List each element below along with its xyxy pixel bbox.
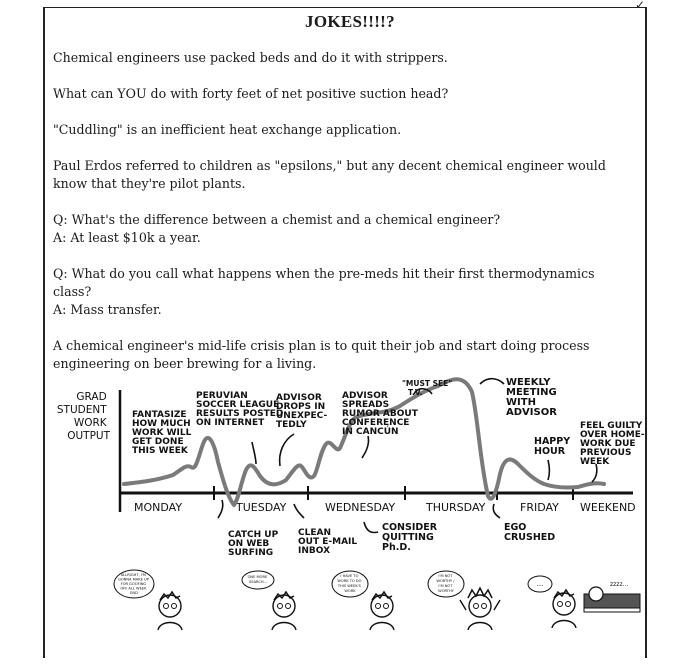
joke-item xyxy=(53,49,633,67)
annotation-feel-guilty: FEEL GUILTY OVER HOME- WORK DUE PREVIOUS WEEK xyxy=(580,421,645,467)
joke-item xyxy=(53,85,633,103)
joke-answer: A: Mass transfer. xyxy=(53,302,162,317)
joke-item xyxy=(53,337,633,373)
joke-item xyxy=(53,211,633,247)
annotation-fantasize: FANTASIZE HOW MUCH WORK WILL GET DONE THIS WEEK xyxy=(132,410,192,456)
cartoon-monday xyxy=(114,570,182,630)
cartoon-thursday xyxy=(428,571,500,630)
joke-item xyxy=(53,265,633,319)
joke-item xyxy=(53,121,633,139)
annotation-happy-hour: HAPPY HOUR xyxy=(534,436,571,457)
joke-line: Chemical engineers use packed beds and do it with strippers. xyxy=(53,50,448,65)
bubble-thursday-text: I'M NOT WORTHY / I'M NOT WORTHY xyxy=(436,574,456,593)
cartoon-tuesday xyxy=(242,571,296,630)
annotation-ego-crushed: EGO CRUSHED xyxy=(504,522,556,543)
day-label-wednesday: WEDNESDAY xyxy=(325,501,396,514)
joke-answer: A: At least $10k a year. xyxy=(53,230,201,245)
annotation-weekly-meeting: WEEKLY MEETING WITH ADVISOR xyxy=(506,377,557,418)
bubble-friday-text: ... xyxy=(536,580,544,588)
annotation-clean-email: CLEAN OUT E-MAIL INBOX xyxy=(298,528,358,556)
day-label-thursday: THURSDAY xyxy=(426,501,486,514)
joke-line: "Cuddling" is an inefficient heat exchange application. xyxy=(53,122,402,137)
day-label-friday: FRIDAY xyxy=(520,501,559,514)
bubble-monday-text: ALLRIGHT, I'M GONNA MAKE UP FOR GOOFING OFF ALL WEEK END xyxy=(118,573,149,595)
corner-mark: ✓ xyxy=(634,0,645,12)
bubble-tuesday-text: ONE MORE SEARCH... xyxy=(247,575,268,584)
day-label-tuesday: TUESDAY xyxy=(236,501,287,514)
day-label-weekend: WEEKEND xyxy=(580,501,636,514)
annotation-peruvian: PERUVIAN SOCCER LEAGUE RESULTS POSTED ON INTERNET xyxy=(196,391,284,428)
joke-list xyxy=(53,49,633,391)
joke-line: Paul Erdos referred to children as "epsilons," but any decent chemical engineer would know that they're pilot plants. xyxy=(53,158,606,191)
joke-line: A chemical engineer's mid-life crisis plan is to quit their job and start doing process engineering on beer brewing for a living. xyxy=(53,338,590,371)
bubble-weekend-text: zzzz... xyxy=(610,581,629,588)
y-axis-label: GRAD STUDENT WORK OUTPUT xyxy=(56,391,110,442)
annotation-advisor-spreads: ADVISOR SPREADS RUMOR ABOUT CONFERENCE IN CANCÚN xyxy=(342,391,418,437)
bubble-wednesday-text: I HAVE TO WORK TO DO THIS WEEK'S WORK xyxy=(337,574,362,593)
cartoon-weekend xyxy=(584,581,640,612)
cartoon-wednesday xyxy=(332,571,394,630)
annotation-catch-up: CATCH UP ON WEB SURFING xyxy=(228,530,279,558)
phd-comic xyxy=(48,372,648,657)
joke-item xyxy=(53,157,633,193)
page-title: JOKES!!!!? xyxy=(305,12,395,31)
joke-line: What can YOU do with forty feet of net positive suction head? xyxy=(53,86,449,101)
cartoon-friday xyxy=(528,576,576,628)
joke-question: Q: What do you call what happens when the pre-meds hit their first thermodynamics class? xyxy=(53,266,595,299)
joke-question: Q: What's the difference between a chemist and a chemical engineer? xyxy=(53,212,501,227)
day-label-monday: MONDAY xyxy=(134,501,183,514)
annotation-must-see: "MUST SEE" T.V. xyxy=(402,379,453,397)
annotation-consider-quitting: CONSIDER QUITTING Ph.D. xyxy=(382,522,438,553)
annotation-advisor-drops: ADVISOR DROPS IN UNEXPEC- TEDLY xyxy=(276,393,328,430)
